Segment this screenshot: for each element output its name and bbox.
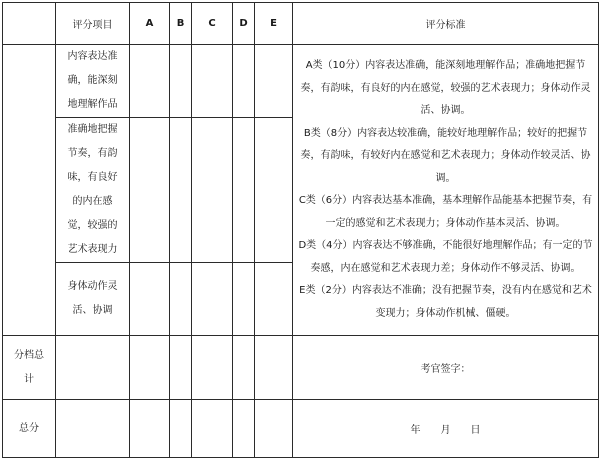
- criteria-b: B类（8分）内容表达较准确，能较好地理解作品；较好的把握节奏，有韵味，有较好内在感觉和艺术表现力；身体动作较灵活、协调。: [300, 127, 591, 184]
- subtotal-row: [3, 336, 599, 400]
- criteria-a: A类（10分）内容表达准确，能深刻地理解作品；准确地把握节奏，有韵味，有良好的内在感觉，较强的艺术表现力；身体动作灵活、协调。: [300, 60, 591, 116]
- score-cell-a[interactable]: [130, 263, 170, 336]
- score-cell-a[interactable]: [130, 45, 170, 118]
- criteria-c: C类（6分）内容表达基本准确，基本理解作品能基本把握节奏，有一定的感觉和艺术表现力；身体动作基本灵活、协调。: [298, 195, 593, 229]
- subtotal-cell-b[interactable]: [170, 336, 192, 400]
- item-label-movement: 身体动作灵活、协调: [56, 263, 130, 336]
- score-cell-d[interactable]: [233, 45, 255, 118]
- total-cell-e[interactable]: [255, 400, 293, 458]
- header-grade-e: E: [255, 3, 293, 45]
- total-cell-b[interactable]: [170, 400, 192, 458]
- total-row: [3, 400, 599, 458]
- total-label: 总分: [3, 400, 56, 458]
- header-criteria-label: 评分标准: [293, 3, 599, 45]
- score-cell-b[interactable]: [170, 263, 192, 336]
- item-label-rhythm: 准确地把握节奏，有韵味，有良好的内在感觉，较强的艺术表现力: [56, 118, 130, 263]
- score-cell-c[interactable]: [192, 45, 233, 118]
- total-cell-a[interactable]: [130, 400, 170, 458]
- header-grade-a: A: [130, 3, 170, 45]
- criteria-d: D类（4分）内容表达不够准确，不能很好地理解作品；有一定的节奏感，内在感觉和艺术表现力差；身体动作不够灵活、协调。: [298, 240, 593, 274]
- score-cell-c[interactable]: [192, 263, 233, 336]
- total-item-cell[interactable]: [56, 400, 130, 458]
- header-blank-cell: [3, 3, 56, 45]
- date-cell[interactable]: 年 月 日: [293, 400, 599, 458]
- header-item-label: 评分项目: [56, 3, 130, 45]
- score-cell-b[interactable]: [170, 45, 192, 118]
- total-cell-c[interactable]: [192, 400, 233, 458]
- header-grade-c: C: [192, 3, 233, 45]
- total-cell-d[interactable]: [233, 400, 255, 458]
- criteria-e: E类（2分）内容表达不准确；没有把握节奏，没有内在感觉和艺术变现力；身体动作机械、僵硬。: [299, 285, 592, 319]
- item-row-content: [3, 45, 599, 118]
- score-cell-b[interactable]: [170, 118, 192, 263]
- score-cell-d[interactable]: [233, 263, 255, 336]
- header-grade-b: B: [170, 3, 192, 45]
- score-cell-d[interactable]: [233, 118, 255, 263]
- score-cell-a[interactable]: [130, 118, 170, 263]
- subtotal-cell-e[interactable]: [255, 336, 293, 400]
- subtotal-label: 分档总计: [3, 336, 56, 400]
- criteria-cell: [293, 45, 599, 336]
- score-cell-e[interactable]: [255, 45, 293, 118]
- header-grade-d: D: [233, 3, 255, 45]
- subtotal-item-cell[interactable]: [56, 336, 130, 400]
- subtotal-cell-a[interactable]: [130, 336, 170, 400]
- item-group-blank-cell: [3, 45, 56, 336]
- score-cell-e[interactable]: [255, 118, 293, 263]
- item-label-content: 内容表达准确，能深刻地理解作品: [56, 45, 130, 118]
- subtotal-cell-d[interactable]: [233, 336, 255, 400]
- subtotal-cell-c[interactable]: [192, 336, 233, 400]
- examiner-signature-cell[interactable]: 考官签字：: [293, 336, 599, 400]
- score-cell-c[interactable]: [192, 118, 233, 263]
- header-row: [3, 3, 599, 45]
- scoring-table: [2, 2, 599, 458]
- score-cell-e[interactable]: [255, 263, 293, 336]
